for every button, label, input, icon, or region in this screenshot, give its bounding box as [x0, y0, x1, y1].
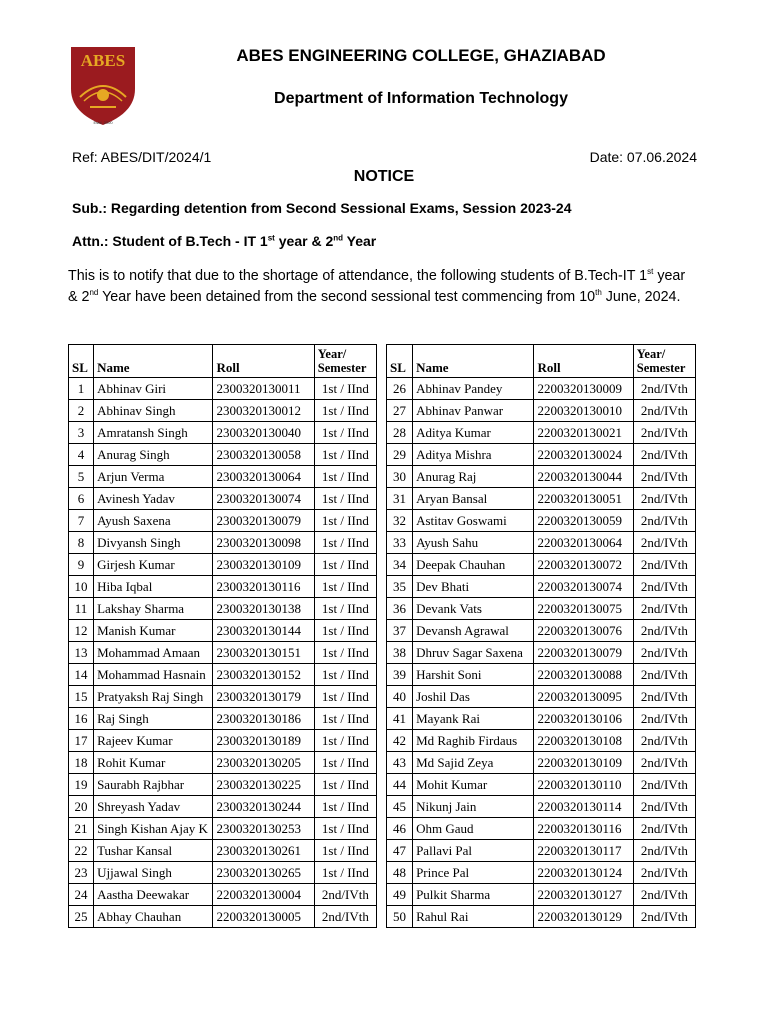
header-roll: Roll [213, 345, 314, 378]
cell-sl: 49 [387, 884, 413, 906]
header-semester: Semester [636, 361, 686, 375]
notice-body [68, 266, 698, 308]
cell-year-semester: 1st / IInd [314, 620, 376, 642]
header-semester: Semester [317, 361, 367, 375]
cell-name: Prince Pal [413, 862, 534, 884]
cell-sl: 45 [387, 796, 413, 818]
cell-year-semester: 2nd/IVth [633, 400, 695, 422]
table-row [69, 906, 377, 928]
cell-name: Abhinav Pandey [413, 378, 534, 400]
header-sl: SL [387, 345, 413, 378]
cell-name: Divyansh Singh [94, 532, 213, 554]
cell-year-semester: 1st / IInd [314, 488, 376, 510]
cell-name: Aryan Bansal [413, 488, 534, 510]
table-row [69, 400, 377, 422]
table-row [387, 884, 696, 906]
cell-sl: 44 [387, 774, 413, 796]
cell-year-semester: 2nd/IVth [314, 906, 376, 928]
cell-sl: 17 [69, 730, 94, 752]
cell-roll: 2300320130109 [213, 554, 314, 576]
table-row [69, 466, 377, 488]
table-row [69, 686, 377, 708]
cell-year-semester: 2nd/IVth [633, 906, 695, 928]
cell-sl: 21 [69, 818, 94, 840]
cell-name: Mayank Rai [413, 708, 534, 730]
cell-year-semester: 1st / IInd [314, 730, 376, 752]
cell-sl: 15 [69, 686, 94, 708]
cell-year-semester: 2nd/IVth [633, 840, 695, 862]
table-header-row [387, 345, 696, 378]
cell-year-semester: 2nd/IVth [633, 862, 695, 884]
cell-year-semester: 2nd/IVth [633, 488, 695, 510]
table-row [69, 840, 377, 862]
cell-sl: 29 [387, 444, 413, 466]
cell-roll: 2200320130124 [534, 862, 633, 884]
cell-name: Lakshay Sharma [94, 598, 213, 620]
cell-name: Singh Kishan Ajay K [94, 818, 213, 840]
cell-roll: 2300320130261 [213, 840, 314, 862]
table-row [387, 620, 696, 642]
cell-name: Devank Vats [413, 598, 534, 620]
cell-sl: 41 [387, 708, 413, 730]
table-row [387, 488, 696, 510]
attn-text: Attn.: Student of B.Tech - IT 1 [72, 233, 268, 249]
cell-name: Astitav Goswami [413, 510, 534, 532]
cell-year-semester: 1st / IInd [314, 444, 376, 466]
table-row [69, 884, 377, 906]
cell-roll: 2200320130127 [534, 884, 633, 906]
cell-name: Arjun Verma [94, 466, 213, 488]
cell-name: Aastha Deewakar [94, 884, 213, 906]
cell-roll: 2200320130021 [534, 422, 633, 444]
table-row [69, 752, 377, 774]
cell-sl: 2 [69, 400, 94, 422]
cell-name: Pratyaksh Raj Singh [94, 686, 213, 708]
cell-name: Manish Kumar [94, 620, 213, 642]
table-row [69, 708, 377, 730]
cell-year-semester: 2nd/IVth [633, 796, 695, 818]
cell-year-semester: 2nd/IVth [633, 752, 695, 774]
table-row [69, 598, 377, 620]
cell-sl: 5 [69, 466, 94, 488]
table-row [387, 906, 696, 928]
cell-sl: 27 [387, 400, 413, 422]
cell-roll: 2200320130117 [534, 840, 633, 862]
body-text: This is to notify that due to the shortage of attendance, the following students of B.Tech-IT 1 [68, 268, 648, 284]
cell-year-semester: 2nd/IVth [633, 642, 695, 664]
table-row [69, 642, 377, 664]
table-row [387, 752, 696, 774]
cell-year-semester: 2nd/IVth [314, 884, 376, 906]
cell-name: Abhinav Giri [94, 378, 213, 400]
cell-sl: 12 [69, 620, 94, 642]
cell-sl: 40 [387, 686, 413, 708]
attn-sup: nd [333, 233, 344, 243]
detained-students-table-left [68, 344, 377, 928]
cell-sl: 18 [69, 752, 94, 774]
cell-sl: 9 [69, 554, 94, 576]
cell-name: Rajeev Kumar [94, 730, 213, 752]
table-row [387, 554, 696, 576]
cell-sl: 50 [387, 906, 413, 928]
table-row [387, 730, 696, 752]
cell-year-semester: 2nd/IVth [633, 818, 695, 840]
cell-sl: 46 [387, 818, 413, 840]
cell-roll: 2300320130244 [213, 796, 314, 818]
cell-roll: 2200320130110 [534, 774, 633, 796]
cell-year-semester: 1st / IInd [314, 796, 376, 818]
table-row [69, 422, 377, 444]
cell-roll: 2300320130152 [213, 664, 314, 686]
header-sl: SL [69, 345, 94, 378]
cell-year-semester: 2nd/IVth [633, 884, 695, 906]
cell-sl: 24 [69, 884, 94, 906]
cell-year-semester: 1st / IInd [314, 774, 376, 796]
cell-year-semester: 1st / IInd [314, 422, 376, 444]
cell-name: Abhinav Panwar [413, 400, 534, 422]
cell-roll: 2200320130004 [213, 884, 314, 906]
attn-sup: st [267, 233, 275, 243]
cell-sl: 36 [387, 598, 413, 620]
cell-name: Md Sajid Zeya [413, 752, 534, 774]
cell-year-semester: 2nd/IVth [633, 686, 695, 708]
table-row [387, 862, 696, 884]
table-row [69, 532, 377, 554]
cell-year-semester: 1st / IInd [314, 862, 376, 884]
table-row [387, 532, 696, 554]
cell-roll: 2300320130064 [213, 466, 314, 488]
cell-name: Abhinav Singh [94, 400, 213, 422]
cell-sl: 43 [387, 752, 413, 774]
table-row [69, 774, 377, 796]
reference-number: Ref: ABES/DIT/2024/1 [72, 149, 212, 165]
cell-roll: 2200320130076 [534, 620, 633, 642]
table-row [69, 796, 377, 818]
cell-name: Harshit Soni [413, 664, 534, 686]
cell-name: Deepak Chauhan [413, 554, 534, 576]
cell-roll: 2200320130109 [534, 752, 633, 774]
college-name: ABES ENGINEERING COLLEGE, GHAZIABAD [236, 46, 606, 65]
department-name: Department of Information Technology [274, 90, 568, 107]
cell-roll: 2300320130040 [213, 422, 314, 444]
cell-roll: 2300320130012 [213, 400, 314, 422]
cell-year-semester: 1st / IInd [314, 576, 376, 598]
cell-roll: 2200320130044 [534, 466, 633, 488]
cell-roll: 2300320130186 [213, 708, 314, 730]
cell-name: Rahul Rai [413, 906, 534, 928]
cell-name: Mohit Kumar [413, 774, 534, 796]
table-row [387, 642, 696, 664]
cell-year-semester: 1st / IInd [314, 554, 376, 576]
table-row [387, 466, 696, 488]
detained-students-table-right [386, 344, 696, 928]
cell-sl: 47 [387, 840, 413, 862]
notice-attention [72, 233, 376, 249]
cell-sl: 8 [69, 532, 94, 554]
body-sup: st [647, 267, 654, 277]
cell-sl: 26 [387, 378, 413, 400]
cell-roll: 2200320130059 [534, 510, 633, 532]
header-name: Name [413, 345, 534, 378]
table-row [387, 444, 696, 466]
notice-title: NOTICE [353, 168, 415, 185]
cell-year-semester: 2nd/IVth [633, 378, 695, 400]
cell-roll: 2200320130009 [534, 378, 633, 400]
cell-name: Anurag Raj [413, 466, 534, 488]
cell-year-semester: 1st / IInd [314, 686, 376, 708]
cell-year-semester: 2nd/IVth [633, 664, 695, 686]
cell-sl: 6 [69, 488, 94, 510]
table-row [69, 576, 377, 598]
cell-sl: 7 [69, 510, 94, 532]
cell-year-semester: 1st / IInd [314, 598, 376, 620]
table-row [69, 730, 377, 752]
cell-sl: 34 [387, 554, 413, 576]
cell-name: Abhay Chauhan [94, 906, 213, 928]
cell-roll: 2200320130114 [534, 796, 633, 818]
table-row [387, 400, 696, 422]
cell-name: Dev Bhati [413, 576, 534, 598]
table-row [387, 796, 696, 818]
cell-roll: 2200320130074 [534, 576, 633, 598]
cell-name: Md Raghib Firdaus [413, 730, 534, 752]
body-text: June, 2024. [601, 289, 681, 305]
cell-roll: 2300320130058 [213, 444, 314, 466]
cell-roll: 2300320130098 [213, 532, 314, 554]
cell-sl: 39 [387, 664, 413, 686]
cell-year-semester: 2nd/IVth [633, 730, 695, 752]
cell-year-semester: 2nd/IVth [633, 598, 695, 620]
cell-sl: 38 [387, 642, 413, 664]
table-row [387, 774, 696, 796]
cell-roll: 2300320130138 [213, 598, 314, 620]
cell-name: Pallavi Pal [413, 840, 534, 862]
cell-roll: 2300320130179 [213, 686, 314, 708]
cell-name: Devansh Agrawal [413, 620, 534, 642]
cell-year-semester: 1st / IInd [314, 840, 376, 862]
table-row [387, 576, 696, 598]
cell-name: Saurabh Rajbhar [94, 774, 213, 796]
cell-sl: 19 [69, 774, 94, 796]
header-roll: Roll [534, 345, 633, 378]
cell-sl: 23 [69, 862, 94, 884]
body-sup: nd [89, 288, 99, 298]
table-row [69, 488, 377, 510]
cell-year-semester: 2nd/IVth [633, 444, 695, 466]
cell-roll: 2200320130051 [534, 488, 633, 510]
cell-sl: 10 [69, 576, 94, 598]
cell-name: Nikunj Jain [413, 796, 534, 818]
cell-roll: 2300320130144 [213, 620, 314, 642]
header-year: Year/ [636, 347, 666, 361]
cell-year-semester: 2nd/IVth [633, 620, 695, 642]
notice-subject: Sub.: Regarding detention from Second Sessional Exams, Session 2023-24 [72, 200, 572, 216]
cell-name: Shreyash Yadav [94, 796, 213, 818]
table-row [387, 818, 696, 840]
table-row [387, 664, 696, 686]
cell-name: Tushar Kansal [94, 840, 213, 862]
cell-roll: 2200320130129 [534, 906, 633, 928]
cell-name: Girjesh Kumar [94, 554, 213, 576]
cell-year-semester: 1st / IInd [314, 466, 376, 488]
cell-roll: 2200320130010 [534, 400, 633, 422]
table-row [387, 686, 696, 708]
cell-sl: 3 [69, 422, 94, 444]
cell-roll: 2200320130095 [534, 686, 633, 708]
cell-name: Mohammad Amaan [94, 642, 213, 664]
cell-roll: 2200320130024 [534, 444, 633, 466]
cell-roll: 2200320130072 [534, 554, 633, 576]
cell-name: Ohm Gaud [413, 818, 534, 840]
cell-year-semester: 1st / IInd [314, 532, 376, 554]
cell-name: Aditya Kumar [413, 422, 534, 444]
cell-year-semester: 2nd/IVth [633, 576, 695, 598]
cell-name: Ujjawal Singh [94, 862, 213, 884]
table-header-row [69, 345, 377, 378]
table-row [69, 554, 377, 576]
cell-roll: 2300320130074 [213, 488, 314, 510]
cell-name: Dhruv Sagar Saxena [413, 642, 534, 664]
cell-roll: 2300320130189 [213, 730, 314, 752]
table-row [69, 664, 377, 686]
cell-sl: 32 [387, 510, 413, 532]
notice-date: Date: 07.06.2024 [589, 149, 697, 165]
cell-sl: 16 [69, 708, 94, 730]
cell-year-semester: 2nd/IVth [633, 774, 695, 796]
cell-roll: 2300320130011 [213, 378, 314, 400]
table-row [387, 510, 696, 532]
cell-year-semester: 1st / IInd [314, 510, 376, 532]
cell-year-semester: 1st / IInd [314, 642, 376, 664]
body-text: Year have been detained from the second sessional test commencing from 10 [98, 289, 596, 305]
header-year-semester [633, 345, 695, 378]
table-row [387, 708, 696, 730]
cell-name: Amratansh Singh [94, 422, 213, 444]
attn-text: Year [343, 233, 377, 249]
cell-roll: 2200320130079 [534, 642, 633, 664]
cell-roll: 2300320130205 [213, 752, 314, 774]
logo-text: ABES [80, 51, 126, 70]
cell-year-semester: 2nd/IVth [633, 554, 695, 576]
attn-text: year & 2 [274, 233, 334, 249]
table-row [69, 510, 377, 532]
cell-roll: 2200320130005 [213, 906, 314, 928]
cell-roll: 2300320130253 [213, 818, 314, 840]
header-name: Name [94, 345, 213, 378]
cell-name: Pulkit Sharma [413, 884, 534, 906]
table-row [69, 378, 377, 400]
cell-year-semester: 1st / IInd [314, 708, 376, 730]
cell-year-semester: 2nd/IVth [633, 708, 695, 730]
cell-year-semester: 2nd/IVth [633, 532, 695, 554]
cell-year-semester: 1st / IInd [314, 664, 376, 686]
table-row [387, 598, 696, 620]
table-row [69, 818, 377, 840]
cell-sl: 4 [69, 444, 94, 466]
cell-sl: 35 [387, 576, 413, 598]
cell-sl: 28 [387, 422, 413, 444]
cell-roll: 2200320130088 [534, 664, 633, 686]
cell-name: Avinesh Yadav [94, 488, 213, 510]
header-year-semester [314, 345, 376, 378]
cell-name: Anurag Singh [94, 444, 213, 466]
body-text: year & 2 [68, 268, 686, 305]
table-row [387, 840, 696, 862]
cell-year-semester: 1st / IInd [314, 378, 376, 400]
cell-roll: 2200320130108 [534, 730, 633, 752]
cell-roll: 2300320130265 [213, 862, 314, 884]
cell-year-semester: 2nd/IVth [633, 466, 695, 488]
cell-roll: 2200320130064 [534, 532, 633, 554]
cell-sl: 42 [387, 730, 413, 752]
table-row [69, 862, 377, 884]
cell-sl: 1 [69, 378, 94, 400]
table-row [387, 378, 696, 400]
cell-sl: 13 [69, 642, 94, 664]
header-year: Year/ [317, 347, 347, 361]
cell-sl: 37 [387, 620, 413, 642]
cell-sl: 31 [387, 488, 413, 510]
cell-roll: 2200320130116 [534, 818, 633, 840]
cell-sl: 14 [69, 664, 94, 686]
cell-year-semester: 2nd/IVth [633, 422, 695, 444]
cell-roll: 2300320130151 [213, 642, 314, 664]
cell-year-semester: 1st / IInd [314, 818, 376, 840]
table-row [69, 444, 377, 466]
cell-roll: 2200320130106 [534, 708, 633, 730]
cell-name: Joshil Das [413, 686, 534, 708]
cell-roll: 2300320130116 [213, 576, 314, 598]
cell-name: Mohammad Hasnain [94, 664, 213, 686]
table-row [387, 422, 696, 444]
logo-estd: Estd. 2000 [93, 120, 113, 125]
cell-sl: 30 [387, 466, 413, 488]
cell-roll: 2300320130225 [213, 774, 314, 796]
cell-sl: 25 [69, 906, 94, 928]
cell-roll: 2200320130075 [534, 598, 633, 620]
cell-name: Hiba Iqbal [94, 576, 213, 598]
cell-sl: 20 [69, 796, 94, 818]
cell-year-semester: 2nd/IVth [633, 510, 695, 532]
cell-name: Raj Singh [94, 708, 213, 730]
cell-sl: 33 [387, 532, 413, 554]
cell-year-semester: 1st / IInd [314, 400, 376, 422]
cell-sl: 48 [387, 862, 413, 884]
cell-roll: 2300320130079 [213, 510, 314, 532]
cell-name: Ayush Sahu [413, 532, 534, 554]
cell-name: Ayush Saxena [94, 510, 213, 532]
cell-sl: 11 [69, 598, 94, 620]
cell-sl: 22 [69, 840, 94, 862]
table-row [69, 620, 377, 642]
abes-logo [68, 45, 138, 127]
cell-name: Rohit Kumar [94, 752, 213, 774]
body-sup: th [595, 288, 602, 298]
cell-name: Aditya Mishra [413, 444, 534, 466]
cell-year-semester: 1st / IInd [314, 752, 376, 774]
